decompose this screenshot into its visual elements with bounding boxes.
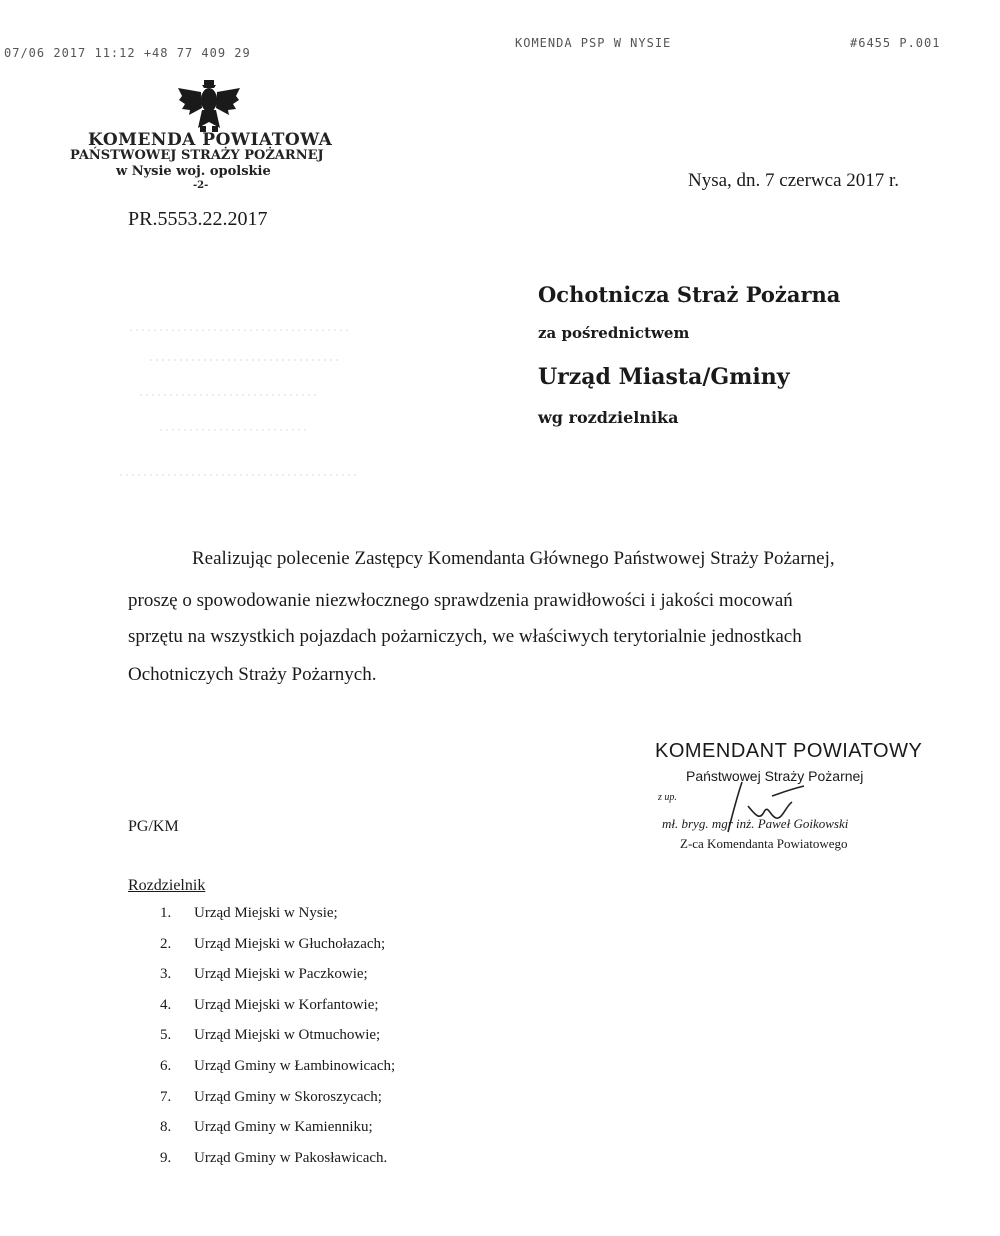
signatory-role: Z-ca Komendanta Powiatowego bbox=[680, 836, 848, 851]
list-item: 4. Urząd Miejski w Korfantowie; bbox=[160, 996, 379, 1013]
distribution-heading: Rozdzielnik bbox=[128, 877, 206, 894]
author-initials: PG/KM bbox=[128, 818, 179, 835]
letterhead-line-4: -2- bbox=[193, 180, 209, 191]
recipient-line-2: za pośrednictwem bbox=[538, 324, 690, 342]
signature-on-behalf: z up. bbox=[658, 792, 677, 803]
list-item: 3. Urząd Miejski w Paczkowie; bbox=[160, 966, 368, 983]
signature-subtitle: Państwowej Straży Pożarnej bbox=[686, 768, 864, 784]
list-item: 1. Urząd Miejski w Nysie; bbox=[160, 905, 338, 921]
body-paragraph-line-4: Ochotniczych Straży Pożarnych. bbox=[128, 664, 377, 685]
list-item: 6. Urząd Gminy w Łambinowicach; bbox=[160, 1057, 396, 1074]
fax-header-datetime: 07/06 2017 11:12 +48 77 409 29 bbox=[4, 46, 251, 60]
distribution-list bbox=[160, 905, 395, 1180]
reference-number: PR.5553.22.2017 bbox=[128, 208, 268, 230]
signature-title: KOMENDANT POWIATOWY bbox=[655, 740, 923, 762]
list-item: 7. Urząd Gminy w Skoroszycach; bbox=[160, 1088, 382, 1105]
signatory-name: mł. bryg. mgr inż. Paweł Goikowski bbox=[662, 816, 849, 831]
recipient-line-1: Ochotnicza Straż Pożarna bbox=[538, 282, 841, 307]
fax-header-sender: KOMENDA PSP W NYSIE bbox=[515, 36, 672, 50]
list-item: 5. Urząd Miejski w Otmuchowie; bbox=[160, 1027, 381, 1044]
faded-stamp-area bbox=[110, 300, 370, 490]
list-item: 8. Urząd Gminy w Kamienniku; bbox=[160, 1119, 373, 1136]
list-item: 2. Urząd Miejski w Głuchołazach; bbox=[160, 935, 386, 952]
list-item: 9. Urząd Gminy w Pakosławicach. bbox=[160, 1149, 388, 1166]
recipient-line-3: Urząd Miasta/Gminy bbox=[538, 364, 790, 390]
fax-header-page: #6455 P.001 bbox=[850, 36, 941, 50]
body-paragraph-line-1: Realizując polecenie Zastępcy Komendanta Głównego Państwowej Straży Pożarnej, bbox=[192, 548, 835, 569]
letterhead-line-2: PAŃSTWOWEJ STRAŻY POŻARNEJ bbox=[70, 148, 324, 163]
letterhead-line-1: KOMENDA POWIATOWA bbox=[88, 130, 333, 150]
body-paragraph-line-3: sprzętu na wszystkich pojazdach pożarniczych, we właściwych terytorialnie jednostkach bbox=[128, 626, 802, 647]
date-line: Nysa, dn. 7 czerwca 2017 r. bbox=[688, 170, 900, 191]
letterhead-line-3: w Nysie woj. opolskie bbox=[116, 164, 271, 179]
body-paragraph-line-2: proszę o spowodowanie niezwłocznego sprawdzenia prawidłowości i jakości mocowań bbox=[128, 590, 793, 611]
eagle-emblem-icon bbox=[176, 78, 242, 134]
recipient-line-4: wg rozdzielnika bbox=[538, 408, 679, 427]
